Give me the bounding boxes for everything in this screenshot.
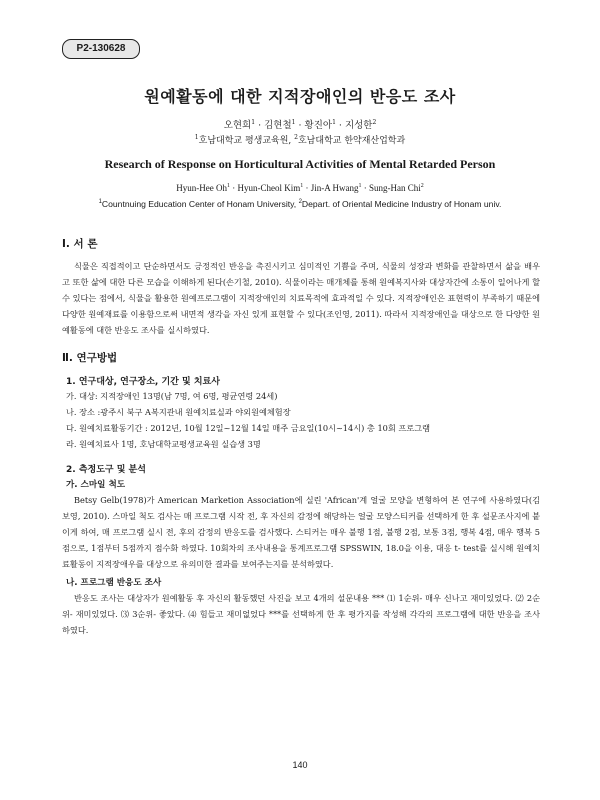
author-affiliation-mark: 1 (358, 183, 362, 189)
list-item: 가. 대상: 지적장애인 13명(남 7명, 여 6명, 평균연령 24세) (66, 391, 278, 401)
author-affiliation-mark: 1 (227, 183, 230, 189)
author-affiliation-mark: 1 (332, 118, 336, 126)
affiliation-text: Countnuing Education Center of Honam University, (101, 199, 299, 209)
paper-id-badge: P2-130628 (62, 39, 140, 59)
affiliation-text: Depart. of Oriental Medicine Industry of Honam univ. (301, 199, 502, 209)
affiliation-mark: 2 (294, 134, 298, 141)
author-name: 김현철 (264, 120, 292, 131)
introduction-paragraph: 식물은 직접적이고 단순하면서도 긍정적인 반응을 촉진시키고 심미적인 기쁨을 주며, 식물의 성장과 변화를 관찰하면서 삶을 배우고 또한 삶에 대한 다른 모습을 이해하게 된다(손기철, 2010). 식물이라는 매개체를 통해 원예복지사와 대상자간에 소통이 일어나게 할 수 있다는 점에서, 식물을 활용한 원예프로그램이 지적장애인의 치료목적에 효과적일 수 있다. 지적장애인은 표현력이 부족하기 때문에 다양한 원예재료를 이용함으로써 내면적 생각을 자신 있게 표현할 수 있다(조인영, 2011). 따라서 지적장애인을 대상으로 한 다양한 원예활동에 대한 반응도 조사를 실시하였다. (62, 261, 540, 335)
author-name: 황진아 (304, 120, 333, 131)
smile-scale-paragraph: Betsy Gelb(1978)가 American Marketion Association에 실린 'African'계 얼굴 모양을 변형하여 본 연구에 사용하였다(김보영, 2010). 스마일 척도 검사는 매 프로그램 시작 전, 후 자신의 감정에 해당하는 얼굴 모양스티커를 선택하게 한 후 설문조사지에 붙이게 하여, 매 프로그램 실시 전, 후의 감정의 반응도를 검사했다. 스티커는 매우 불행 1점, 불행 2점, 보통 3점, 행복 4점, 매우 행복 5점으로, 1점부터 5점까지 점수화 하였다. 10회차의 조사내용을 통계프로그램 SPSSWIN, 18.0을 이용, 대응 t- test를 실시해 원예치료활동이 지적장애우를 대상으로 유의미한 결과를 보여주는지를 분석하였다. (62, 495, 540, 569)
list-item: 다. 원예치료활동기간 : 2012년, 10월 12일~12월 14일 매주 금요일(10시~14시) 총 10회 프로그램 (66, 423, 431, 433)
author-name: 오현희 (223, 120, 252, 131)
author-affiliation-mark: 1 (300, 183, 304, 189)
english-title: Research of Response on Horticultural Activities of Mental Retarded Person (104, 157, 496, 171)
korean-affiliations (0, 133, 600, 146)
author-name: Jin-A Hwang (310, 183, 359, 193)
list-item: 나. 장소 :광주시 북구 A복지관내 원예치료실과 야외원예체험장 (66, 407, 291, 417)
korean-authors: 오현희$^1$ · 김현철$^1$ · 황진아$^1$ · 지성한$^2$ (223, 118, 377, 131)
list-item: 라. 원예치료사 1명, 호남대학교평생교육원 실습생 3명 (66, 439, 261, 449)
subsection-heading-subjects: 1. 연구대상, 연구장소, 기간 및 치료사 (66, 377, 220, 387)
author-name: Hyun-Hee Oh (176, 183, 227, 193)
response-survey-paragraph: 반응도 조사는 대상자가 원예활동 후 자신의 활동했던 사진을 보고 4개의 설문내용 *** ⑴ 1순위- 매우 신나고 재미있었다. ⑵ 2순위- 재미있었다. ⑶ 3순위- 좋았다. ⑷ 힘들고 재미없었다 ***를 선택하게 한 후 평가지를 작성해 각각의 프로그램에 대한 반응을 조사하였다. (62, 593, 540, 635)
korean-title: 원예활동에 대한 지적장애인의 반응도 조사 (144, 87, 456, 106)
response-survey-heading: 나. 프로그램 반응도 조사 (66, 578, 162, 588)
author-name: Hyun-Cheol Kim (237, 183, 301, 193)
affiliation-mark: 2 (298, 199, 302, 206)
author-affiliation-mark: 1 (251, 118, 256, 126)
author-name: Sung-Han Chi (369, 183, 421, 193)
subjects-list (66, 388, 536, 452)
english-authors: Hyun-Hee $Oh^1$ · Hyun-Cheol Kim$^1$ · Jin-A Hwang$^1$ · Sung-Han Chi$^2$ (176, 183, 424, 193)
section-heading-methods: Ⅱ. 연구방법 (62, 352, 118, 364)
page-number: 140 (292, 760, 308, 770)
subsection-heading-measures: 2. 측정도구 및 분석 (66, 465, 146, 475)
author-affiliation-mark: 2 (372, 118, 377, 126)
affiliation-mark: 1 (98, 199, 102, 206)
english-affiliations (0, 199, 600, 209)
affiliation-text: 호남대학교 평생교육원, (198, 136, 295, 146)
affiliation-mark: 1 (194, 134, 199, 141)
affiliation-text: 호남대학교 한약재산업학과 (297, 136, 406, 146)
author-affiliation-mark: 2 (420, 183, 424, 189)
smile-scale-heading: 가. 스마일 척도 (66, 480, 126, 490)
author-name: 지성한 (344, 120, 373, 131)
section-heading-introduction: Ⅰ. 서 론 (62, 238, 98, 250)
author-affiliation-mark: 1 (291, 118, 296, 126)
